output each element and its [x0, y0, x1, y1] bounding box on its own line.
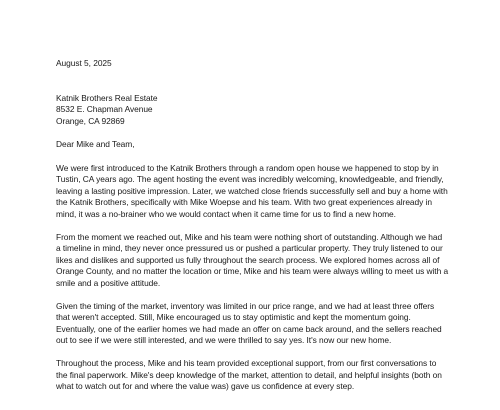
text-line: Orange County, and no matter the location or time, Mike and his team were always willing to meet us with a [56, 266, 449, 276]
recipient-line: Orange, CA 92869 [56, 115, 125, 126]
text-line: smile and a positive attitude. [56, 277, 161, 288]
text-line: From the moment we reached out, Mike and his team were nothing short of outstanding. Although we had [56, 231, 443, 242]
paragraph-introduction [56, 163, 456, 221]
text-line: the final paperwork. Mike's deep knowledge of the market, attention to detail, and helpful insights (both on [56, 369, 442, 380]
letter-body [56, 58, 456, 404]
text-line: likes and dislikes and supported us fully throughout the search process. We explored homes across all of [56, 254, 440, 265]
recipient-line: Katnik Brothers Real Estate [56, 92, 158, 103]
text-line: mind, it was a no-brainer who we would contact when it came time for us to find a new home. [56, 208, 396, 219]
text-line: We were first introduced to the Katnik Brothers through a random open house we happened to stop by in [56, 162, 439, 173]
text-line: the Katnik Brothers, specifically with Mike Woepse and his team. With two great experiences already in [56, 197, 432, 207]
letter-date: August 5, 2025 [56, 58, 112, 68]
salutation: Dear Mike and Team, [56, 139, 135, 149]
text-line: Throughout the process, Mike and his team provided exceptional support, from our first conversations to [56, 358, 437, 368]
paragraph-search-process [56, 232, 456, 290]
text-line: leaving a lasting positive impression. Later, we watched close friends successfully sell and buy a home with [56, 185, 448, 196]
text-line: Tustin, CA years ago. The agent hosting the event was incredibly welcoming, knowledgeable, and friendly, [56, 174, 444, 184]
recipient-address [56, 93, 456, 128]
paragraph-support [56, 358, 456, 393]
text-line: a timeline in mind, they never once pressured us or pushed a particular property. They truly listened to our [56, 243, 443, 253]
text-line: Given the timing of the market, inventory was limited in our price range, and we had at least three offers [56, 300, 435, 311]
paragraph-market-timing [56, 301, 456, 347]
text-line: out to see if we were still interested, and we were thrilled to say yes. It's now our new home. [56, 335, 392, 345]
text-line: that weren't accepted. Still, Mike encouraged us to stay optimistic and kept the momentum going. [56, 312, 411, 322]
recipient-line: 8532 E. Chapman Avenue [56, 104, 153, 114]
text-line: Eventually, one of the earlier homes we had made an offer on came back around, and the sellers reached [56, 323, 442, 334]
text-line: what to watch out for and where the value was) gave us confidence at every step. [56, 381, 355, 391]
